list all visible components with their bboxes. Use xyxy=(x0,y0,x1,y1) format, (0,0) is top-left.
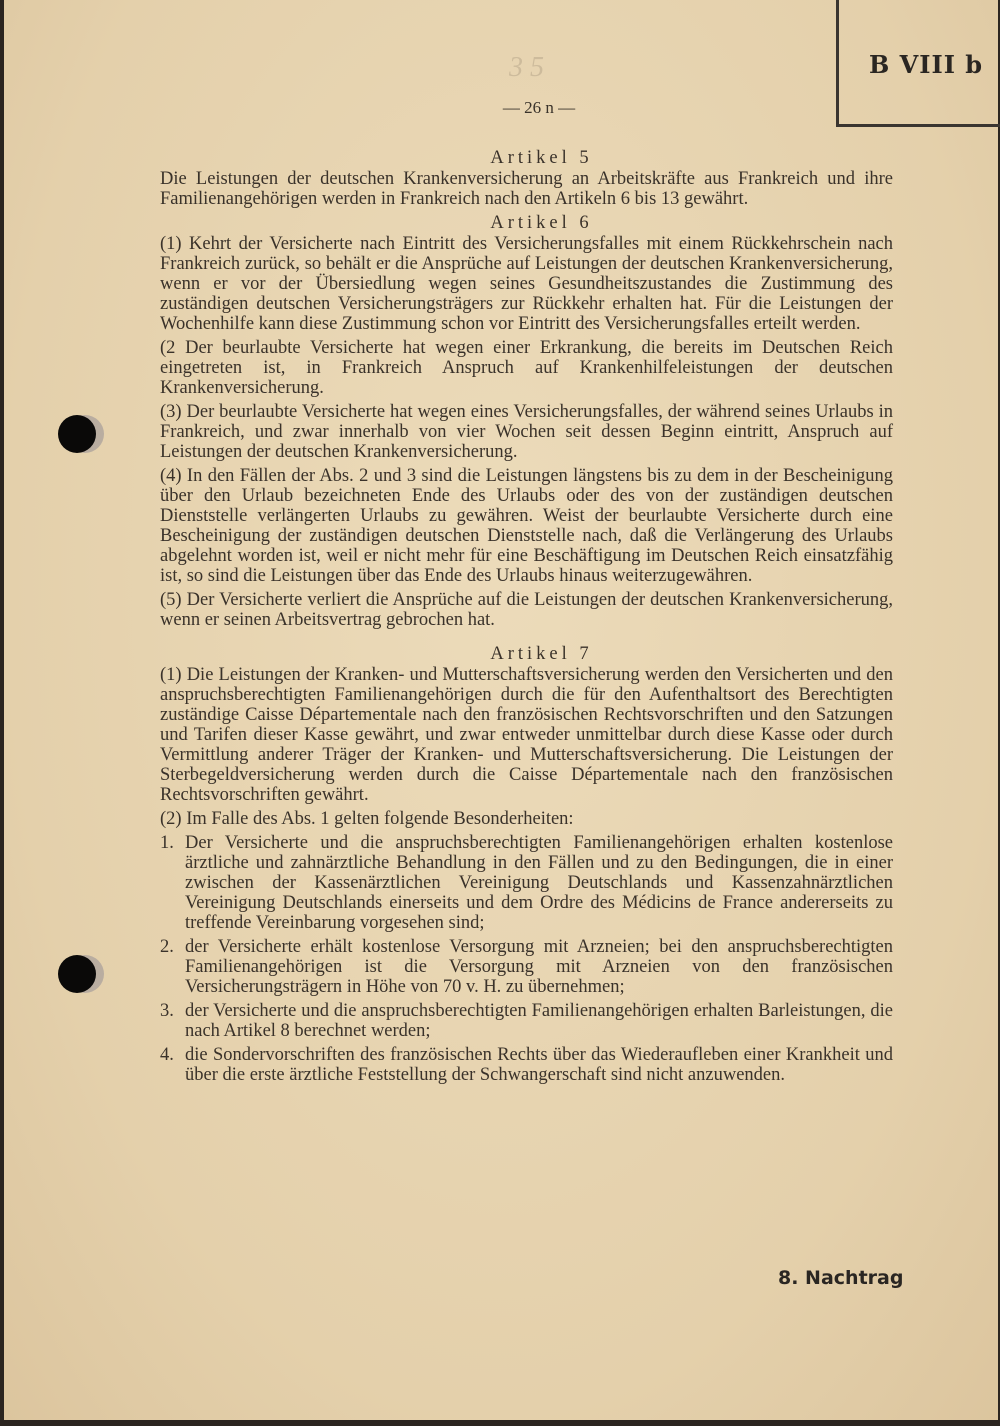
list-number: 2. xyxy=(160,937,174,957)
article-heading: Artikel 6 xyxy=(490,213,593,233)
document-body xyxy=(160,148,893,1089)
list-item xyxy=(160,1001,893,1041)
list-text: der Versicherte erhält kostenlose Versorgung mit Arzneien; bei den anspruchsberechtigten Familienangehörigen ist die Versorgung mit Arzneien von den französischen Versicherungsträgern in Höhe von 70 v. H. zu übernehmen; xyxy=(185,937,893,997)
article-heading: Artikel 5 xyxy=(490,148,593,168)
document-page xyxy=(4,0,998,1420)
paragraph: (3) Der beurlaubte Versicherte hat wegen eines Versicherungsfalles, der während seines Urlaubs in Frankreich, und zwar innerhalb von vier Wochen seit dessen Beginn eintritt, Anspruch auf Leistungen der deutschen Krankenversicherung. xyxy=(160,402,893,462)
pencil-note: 3 5 xyxy=(509,52,544,83)
paragraph: (1) Kehrt der Versicherte nach Eintritt des Versicherungsfalles mit einem Rückkehrschein nach Frankreich zurück, so behält er die Ansprüche auf Leistungen der deutschen Krankenversicherung, wenn er vor der Übersiedlung wegen seines Gesundheitszustandes die Zustimmung des zuständigen deutschen Versicherungsträgers zur Rückkehr erhalten hat. Für die Leistungen der Wochenhilfe kann diese Zustimmung schon vor Eintritt des Versicherungsfalles erteilt werden. xyxy=(160,234,893,334)
paragraph: (5) Der Versicherte verliert die Ansprüche auf die Leistungen der deutschen Krankenversicherung, wenn er seinen Arbeitsvertrag gebrochen hat. xyxy=(160,590,893,630)
paragraph: (2) Im Falle des Abs. 1 gelten folgende Besonderheiten: xyxy=(160,809,574,829)
punch-hole xyxy=(58,955,96,993)
list-text: der Versicherte und die anspruchsberechtigten Familienangehörigen erhalten Barleistungen, die nach Artikel 8 berechnet werden; xyxy=(185,1001,893,1041)
list-item xyxy=(160,1045,893,1085)
list-text: die Sondervorschriften des französischen Rechts über das Wiederaufleben einer Krankheit und über die erste ärztliche Feststellung der Schwangerschaft sind nicht anzuwenden. xyxy=(185,1045,893,1085)
page-number: — 26 n — xyxy=(502,98,576,117)
list-item xyxy=(160,833,893,933)
list-item xyxy=(160,937,893,997)
article-heading: Artikel 7 xyxy=(490,644,593,664)
paragraph: (1) Die Leistungen der Kranken- und Mutterschaftsversicherung werden den Versicherten und den anspruchsberechtigten Familienangehörigen durch die für den Aufenthaltsort des Berechtigten zuständige Caisse Départementale nach den französischen Rechtsvorschriften und den Satzungen und Tarifen dieser Kasse gewährt, und zwar entweder unmittelbar durch diese Kasse oder durch Vermittlung anderer Träger der Kranken- und Mutterschaftsversicherung. Die Leistungen der Sterbegeldversicherung werden durch die Caisse Départementale nach den französischen Rechtsvorschriften gewährt. xyxy=(160,665,893,805)
list-number: 1. xyxy=(160,833,174,853)
paragraph: (2 Der beurlaubte Versicherte hat wegen einer Erkrankung, die bereits im Deutschen Reich eingetreten ist, in Frankreich Anspruch auf Krankenhilfeleistungen der deutschen Krankenversicherung. xyxy=(160,338,893,398)
paragraph: (4) In den Fällen der Abs. 2 und 3 sind die Leistungen längstens bis zu dem in der Bescheinigung über den Urlaub bezeichneten Ende des Urlaubs oder des von der zuständigen deutschen Dienststelle verlängerten Urlaubs zu gewähren. Weist der beurlaubte Versicherte durch eine Bescheinigung der zuständigen deutschen Dienststelle nach, daß die Verlängerung des Urlaubs abgelehnt worden ist, weil er nicht mehr für eine Beschäftigung im Deutschen Reich einsatzfähig ist, so sind die Leistungen über das Ende des Urlaubs hinaus weiterzugewähren. xyxy=(160,466,893,586)
paragraph: Die Leistungen der deutschen Krankenversicherung an Arbeitskräfte aus Frankreich und ihre Familienangehörigen werden in Frankreich nach den Artikeln 6 bis 13 gewährt. xyxy=(160,169,893,209)
list-number: 4. xyxy=(160,1045,174,1065)
list-text: Der Versicherte und die anspruchsberechtigten Familienangehörigen erhalten kostenlose ärztliche und zahnärztliche Behandlung in den Fällen und zu den Bedingungen, die in einer zwischen der Kassenärztlichen Vereinigung Deutschlands und Kassenzahnärztlichen Vereinigung Deutschlands einerseits und dem Ordre des Médicins de France andererseits zu treffende Vereinbarung vorgesehen sind; xyxy=(185,833,893,933)
punch-hole xyxy=(58,415,96,453)
classification-label: B VIII b xyxy=(869,50,984,79)
list-number: 3. xyxy=(160,1001,174,1021)
supplement-label: 8. Nachtrag xyxy=(778,1267,904,1289)
